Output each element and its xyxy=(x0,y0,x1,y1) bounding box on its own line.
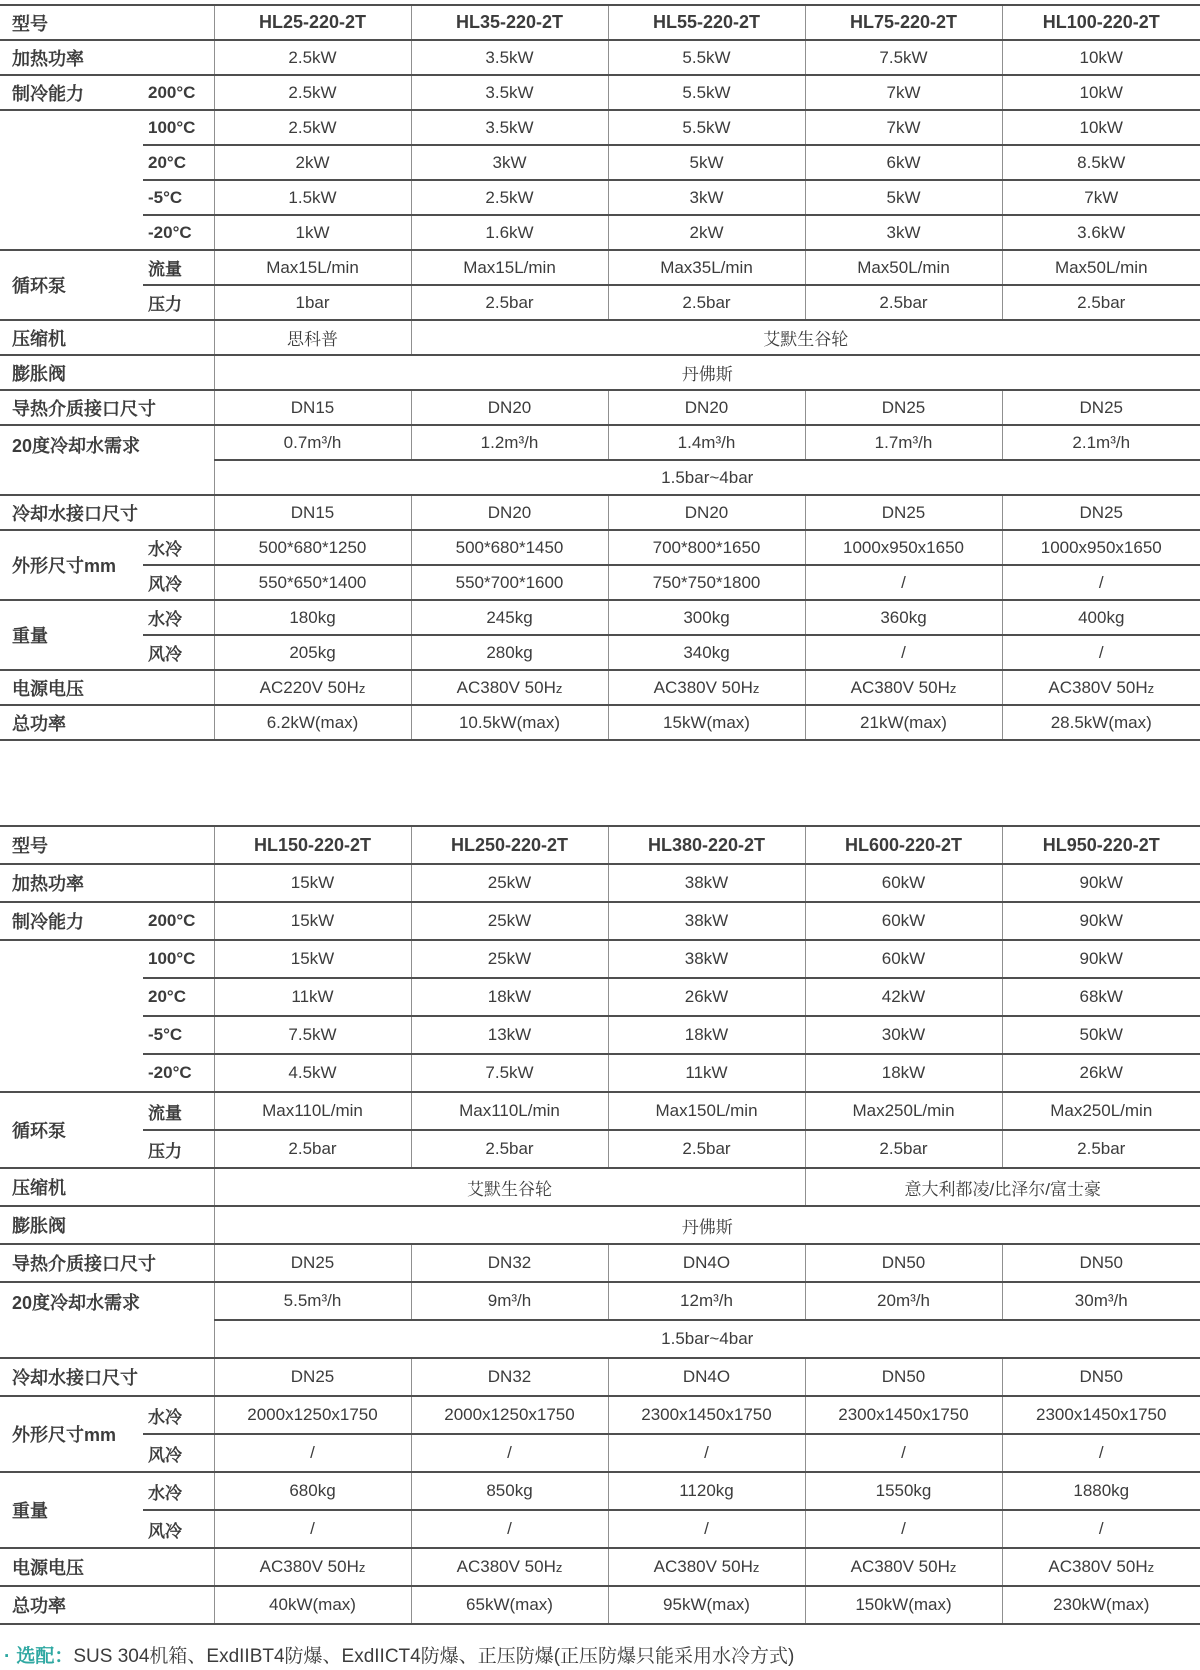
sub-label-temp-20c: 20°C xyxy=(143,145,214,180)
value-cell: / xyxy=(1002,1434,1200,1472)
value-cell: 5.5m³/h xyxy=(214,1282,411,1320)
value-cell: 2.5bar xyxy=(411,1130,608,1168)
sub-label-water-cooled: 水冷 xyxy=(143,1472,214,1510)
row-label-expansion-valve: 膨胀阀 xyxy=(0,355,214,390)
expansion-valve-brand-cell: 丹佛斯 xyxy=(214,355,1200,390)
value-cell: 38kW xyxy=(608,864,805,902)
value-cell: 3.5kW xyxy=(411,40,608,75)
value-cell: 1550kg xyxy=(805,1472,1002,1510)
row-label-compressor: 压缩机 xyxy=(0,320,214,355)
value-cell: 12m³/h xyxy=(608,1282,805,1320)
row-label-cooling-capacity: 制冷能力 xyxy=(0,902,143,940)
value-cell: 60kW xyxy=(805,902,1002,940)
value-cell: 245kg xyxy=(411,600,608,635)
compressor-brand-cell: 思科普 xyxy=(214,320,411,355)
value-cell: 10kW xyxy=(1002,110,1200,145)
model-header-cell: HL75-220-2T xyxy=(805,5,1002,40)
note-bullet: · xyxy=(4,1646,11,1667)
value-cell: 2kW xyxy=(214,145,411,180)
value-cell: DN25 xyxy=(805,390,1002,425)
value-cell: 26kW xyxy=(1002,1054,1200,1092)
model-header-cell: HL150-220-2T xyxy=(214,826,411,864)
value-cell: 1120kg xyxy=(608,1472,805,1510)
value-cell: 50kW xyxy=(1002,1016,1200,1054)
value-cell: 10.5kW(max) xyxy=(411,705,608,740)
value-cell: 1bar xyxy=(214,285,411,320)
value-cell: DN25 xyxy=(1002,495,1200,530)
value-cell: 1.7m³/h xyxy=(805,425,1002,460)
row-label-cooling-water-demand-20c: 20度冷却水需求 xyxy=(0,425,214,495)
value-cell: 850kg xyxy=(411,1472,608,1510)
row-label-thermal-medium-port-size: 导热介质接口尺寸 xyxy=(0,390,214,425)
sub-label-temp-100c: 100°C xyxy=(143,940,214,978)
value-cell: 18kW xyxy=(805,1054,1002,1092)
value-cell: 38kW xyxy=(608,902,805,940)
compressor-brand-cell: 艾默生谷轮 xyxy=(214,1168,805,1206)
row-label-weight: 重量 xyxy=(0,600,143,670)
row-label-total-power: 总功率 xyxy=(0,1586,214,1624)
value-cell: 2.5bar xyxy=(1002,285,1200,320)
row-label-power-supply: 电源电压 xyxy=(0,1548,214,1586)
value-cell: / xyxy=(805,635,1002,670)
value-cell: DN25 xyxy=(214,1358,411,1396)
sub-label-water-cooled: 水冷 xyxy=(143,530,214,565)
hz-small-z: z xyxy=(358,1560,366,1575)
value-cell: 60kW xyxy=(805,864,1002,902)
value-cell: 38kW xyxy=(608,940,805,978)
value-cell: 8.5kW xyxy=(1002,145,1200,180)
hz-small-z: z xyxy=(752,1560,760,1575)
value-cell: 750*750*1800 xyxy=(608,565,805,600)
sub-label-air-cooled: 风冷 xyxy=(143,635,214,670)
row-label-dimensions-mm: 外形尺寸mm xyxy=(0,530,143,600)
value-cell: 2.5bar xyxy=(805,1130,1002,1168)
spec-table-small-models xyxy=(0,4,1200,741)
value-cell: DN25 xyxy=(214,1244,411,1282)
row-label-total-power: 总功率 xyxy=(0,705,214,740)
value-cell: 230kW(max) xyxy=(1002,1586,1200,1624)
value-cell: 340kg xyxy=(608,635,805,670)
value-cell: 42kW xyxy=(805,978,1002,1016)
value-cell: 26kW xyxy=(608,978,805,1016)
value-cell: DN32 xyxy=(411,1244,608,1282)
value-cell: 3kW xyxy=(805,215,1002,250)
value-cell: 2.5bar xyxy=(411,285,608,320)
value-cell: 7kW xyxy=(805,110,1002,145)
value-cell: AC380V 50Hz xyxy=(1002,1548,1200,1586)
value-cell: DN15 xyxy=(214,495,411,530)
value-cell: 2kW xyxy=(608,215,805,250)
row-label-cooling-capacity: 制冷能力 xyxy=(0,75,143,110)
row-label-model: 型号 xyxy=(0,5,214,40)
sub-label-temp-minus5c: -5°C xyxy=(143,180,214,215)
note-label: 选配： xyxy=(16,1646,74,1667)
row-label-heating-power: 加热功率 xyxy=(0,864,214,902)
value-cell: 2.5bar xyxy=(608,1130,805,1168)
value-cell: 1kW xyxy=(214,215,411,250)
sub-label-pressure: 压力 xyxy=(143,1130,214,1168)
value-cell: 5.5kW xyxy=(608,75,805,110)
value-cell: 90kW xyxy=(1002,940,1200,978)
value-cell: 3.5kW xyxy=(411,110,608,145)
spec-table-large-models xyxy=(0,825,1200,1625)
value-cell: 1.6kW xyxy=(411,215,608,250)
value-cell: 90kW xyxy=(1002,902,1200,940)
value-cell: AC380V 50Hz xyxy=(1002,670,1200,705)
value-cell: 90kW xyxy=(1002,864,1200,902)
value-cell: 550*650*1400 xyxy=(214,565,411,600)
value-cell: 18kW xyxy=(608,1016,805,1054)
value-cell: AC380V 50Hz xyxy=(411,1548,608,1586)
expansion-valve-brand-cell: 丹佛斯 xyxy=(214,1206,1200,1244)
value-cell: Max50L/min xyxy=(1002,250,1200,285)
value-cell: AC380V 50Hz xyxy=(608,670,805,705)
value-cell: 2300x1450x1750 xyxy=(805,1396,1002,1434)
value-cell: 1.4m³/h xyxy=(608,425,805,460)
value-cell: / xyxy=(1002,1510,1200,1548)
value-cell: 150kW(max) xyxy=(805,1586,1002,1624)
model-header-cell: HL25-220-2T xyxy=(214,5,411,40)
value-cell: 15kW xyxy=(214,940,411,978)
compressor-brand-cell: 艾默生谷轮 xyxy=(411,320,1200,355)
value-cell: AC380V 50Hz xyxy=(805,1548,1002,1586)
value-cell: 15kW xyxy=(214,864,411,902)
value-cell: / xyxy=(411,1434,608,1472)
value-cell: Max50L/min xyxy=(805,250,1002,285)
value-cell: / xyxy=(1002,565,1200,600)
sub-label-temp-200c: 200°C xyxy=(143,75,214,110)
sub-label-air-cooled: 风冷 xyxy=(143,1434,214,1472)
sub-label-flow: 流量 xyxy=(143,250,214,285)
value-cell: 550*700*1600 xyxy=(411,565,608,600)
sub-label-water-cooled: 水冷 xyxy=(143,1396,214,1434)
model-header-cell: HL55-220-2T xyxy=(608,5,805,40)
value-cell: 1880kg xyxy=(1002,1472,1200,1510)
row-label-cooling-water-port-size: 冷却水接口尺寸 xyxy=(0,495,214,530)
value-cell: 1.5kW xyxy=(214,180,411,215)
row-label-dimensions-mm: 外形尺寸mm xyxy=(0,1396,143,1472)
sub-label-temp-100c: 100°C xyxy=(143,110,214,145)
value-cell: 95kW(max) xyxy=(608,1586,805,1624)
cooling-capacity-spacer xyxy=(0,940,143,1092)
value-cell: 3kW xyxy=(411,145,608,180)
hz-small-z: z xyxy=(555,680,563,696)
value-cell: DN25 xyxy=(1002,390,1200,425)
value-cell: 2.5kW xyxy=(214,75,411,110)
value-cell: Max250L/min xyxy=(805,1092,1002,1130)
value-cell: / xyxy=(1002,635,1200,670)
value-cell: Max35L/min xyxy=(608,250,805,285)
value-cell: 11kW xyxy=(214,978,411,1016)
value-cell: / xyxy=(805,565,1002,600)
value-cell: 2.5bar xyxy=(214,1130,411,1168)
value-cell: DN15 xyxy=(214,390,411,425)
value-cell: DN50 xyxy=(805,1244,1002,1282)
value-cell: Max150L/min xyxy=(608,1092,805,1130)
sub-label-temp-20c: 20°C xyxy=(143,978,214,1016)
value-cell: 1000x950x1650 xyxy=(805,530,1002,565)
value-cell: 60kW xyxy=(805,940,1002,978)
value-cell: 2000x1250x1750 xyxy=(214,1396,411,1434)
value-cell: 2.5kW xyxy=(214,110,411,145)
value-cell: 700*800*1650 xyxy=(608,530,805,565)
value-cell: 2.5kW xyxy=(214,40,411,75)
sub-label-air-cooled: 风冷 xyxy=(143,1510,214,1548)
value-cell: 40kW(max) xyxy=(214,1586,411,1624)
value-cell: / xyxy=(608,1510,805,1548)
value-cell: 9m³/h xyxy=(411,1282,608,1320)
value-cell: / xyxy=(411,1510,608,1548)
value-cell: DN20 xyxy=(411,390,608,425)
value-cell: / xyxy=(214,1510,411,1548)
row-label-circulation-pump: 循环泵 xyxy=(0,250,143,320)
value-cell: 2.5bar xyxy=(1002,1130,1200,1168)
value-cell: DN50 xyxy=(805,1358,1002,1396)
row-label-cooling-water-demand-20c: 20度冷却水需求 xyxy=(0,1282,214,1358)
value-cell: 2.1m³/h xyxy=(1002,425,1200,460)
value-cell: 2.5bar xyxy=(608,285,805,320)
value-cell: DN4O xyxy=(608,1358,805,1396)
value-cell: Max110L/min xyxy=(411,1092,608,1130)
value-cell: DN32 xyxy=(411,1358,608,1396)
value-cell: 7.5kW xyxy=(805,40,1002,75)
sub-label-air-cooled: 风冷 xyxy=(143,565,214,600)
sub-label-temp-minus20c: -20°C xyxy=(143,1054,214,1092)
value-cell: 500*680*1250 xyxy=(214,530,411,565)
hz-small-z: z xyxy=(555,1560,563,1575)
value-cell: AC220V 50Hz xyxy=(214,670,411,705)
value-cell: 3.6kW xyxy=(1002,215,1200,250)
value-cell: AC380V 50Hz xyxy=(411,670,608,705)
value-cell: 7.5kW xyxy=(411,1054,608,1092)
value-cell: Max250L/min xyxy=(1002,1092,1200,1130)
hz-small-z: z xyxy=(1147,680,1155,696)
value-cell: Max110L/min xyxy=(214,1092,411,1130)
value-cell: 6.2kW(max) xyxy=(214,705,411,740)
row-label-weight: 重量 xyxy=(0,1472,143,1548)
value-cell: 2300x1450x1750 xyxy=(1002,1396,1200,1434)
model-header-cell: HL35-220-2T xyxy=(411,5,608,40)
value-cell: 4.5kW xyxy=(214,1054,411,1092)
value-cell: 5.5kW xyxy=(608,110,805,145)
note-text: SUS 304机箱、ExdIIBT4防爆、ExdIICT4防爆、正压防爆(正压防爆只能采用水冷方式) xyxy=(73,1646,795,1667)
sub-label-water-cooled: 水冷 xyxy=(143,600,214,635)
value-cell: 10kW xyxy=(1002,40,1200,75)
value-cell: 30m³/h xyxy=(1002,1282,1200,1320)
value-cell: 2000x1250x1750 xyxy=(411,1396,608,1434)
value-cell: 68kW xyxy=(1002,978,1200,1016)
model-header-cell: HL250-220-2T xyxy=(411,826,608,864)
value-cell: DN20 xyxy=(411,495,608,530)
value-cell: 680kg xyxy=(214,1472,411,1510)
model-header-cell: HL100-220-2T xyxy=(1002,5,1200,40)
model-header-cell: HL600-220-2T xyxy=(805,826,1002,864)
water-pressure-range-cell: 1.5bar~4bar xyxy=(214,1320,1200,1358)
value-cell: 360kg xyxy=(805,600,1002,635)
value-cell: AC380V 50Hz xyxy=(214,1548,411,1586)
sub-label-temp-200c: 200°C xyxy=(143,902,214,940)
value-cell: 10kW xyxy=(1002,75,1200,110)
value-cell: / xyxy=(805,1434,1002,1472)
row-label-model: 型号 xyxy=(0,826,214,864)
value-cell: 21kW(max) xyxy=(805,705,1002,740)
compressor-brand-cell: 意大利都凌/比泽尔/富士豪 xyxy=(805,1168,1200,1206)
value-cell: / xyxy=(608,1434,805,1472)
row-label-heating-power: 加热功率 xyxy=(0,40,214,75)
sub-label-flow: 流量 xyxy=(143,1092,214,1130)
value-cell: 3kW xyxy=(608,180,805,215)
sub-label-temp-minus20c: -20°C xyxy=(143,215,214,250)
value-cell: 1.2m³/h xyxy=(411,425,608,460)
hz-small-z: z xyxy=(358,680,366,696)
value-cell: 65kW(max) xyxy=(411,1586,608,1624)
sub-label-pressure: 压力 xyxy=(143,285,214,320)
row-label-thermal-medium-port-size: 导热介质接口尺寸 xyxy=(0,1244,214,1282)
value-cell: 280kg xyxy=(411,635,608,670)
value-cell: 500*680*1450 xyxy=(411,530,608,565)
value-cell: 0.7m³/h xyxy=(214,425,411,460)
value-cell: 7kW xyxy=(805,75,1002,110)
hz-small-z: z xyxy=(949,1560,957,1575)
value-cell: Max15L/min xyxy=(214,250,411,285)
optional-config-note xyxy=(4,1641,1200,1668)
spec-table-large-models-body xyxy=(0,826,1200,1624)
water-pressure-range-cell: 1.5bar~4bar xyxy=(214,460,1200,495)
row-label-expansion-valve: 膨胀阀 xyxy=(0,1206,214,1244)
value-cell: 25kW xyxy=(411,902,608,940)
row-label-cooling-water-port-size: 冷却水接口尺寸 xyxy=(0,1358,214,1396)
cooling-capacity-spacer xyxy=(0,110,143,250)
model-header-cell: HL950-220-2T xyxy=(1002,826,1200,864)
value-cell: DN50 xyxy=(1002,1358,1200,1396)
value-cell: 7kW xyxy=(1002,180,1200,215)
value-cell: / xyxy=(214,1434,411,1472)
model-header-cell: HL380-220-2T xyxy=(608,826,805,864)
value-cell: DN20 xyxy=(608,390,805,425)
value-cell: AC380V 50Hz xyxy=(608,1548,805,1586)
value-cell: 300kg xyxy=(608,600,805,635)
value-cell: 1000x950x1650 xyxy=(1002,530,1200,565)
value-cell: DN25 xyxy=(805,495,1002,530)
row-label-compressor: 压缩机 xyxy=(0,1168,214,1206)
value-cell: 25kW xyxy=(411,940,608,978)
value-cell: 18kW xyxy=(411,978,608,1016)
value-cell: 5kW xyxy=(805,180,1002,215)
value-cell: 400kg xyxy=(1002,600,1200,635)
hz-small-z: z xyxy=(752,680,760,696)
sub-label-temp-minus5c: -5°C xyxy=(143,1016,214,1054)
value-cell: 6kW xyxy=(805,145,1002,180)
value-cell: 205kg xyxy=(214,635,411,670)
value-cell: 15kW xyxy=(214,902,411,940)
value-cell: 2.5bar xyxy=(805,285,1002,320)
value-cell: 180kg xyxy=(214,600,411,635)
hz-small-z: z xyxy=(949,680,957,696)
value-cell: AC380V 50Hz xyxy=(805,670,1002,705)
value-cell: DN50 xyxy=(1002,1244,1200,1282)
value-cell: / xyxy=(805,1510,1002,1548)
value-cell: 3.5kW xyxy=(411,75,608,110)
value-cell: DN4O xyxy=(608,1244,805,1282)
value-cell: 15kW(max) xyxy=(608,705,805,740)
value-cell: 11kW xyxy=(608,1054,805,1092)
value-cell: DN20 xyxy=(608,495,805,530)
value-cell: 5kW xyxy=(608,145,805,180)
value-cell: 7.5kW xyxy=(214,1016,411,1054)
value-cell: 30kW xyxy=(805,1016,1002,1054)
value-cell: 2300x1450x1750 xyxy=(608,1396,805,1434)
row-label-circulation-pump: 循环泵 xyxy=(0,1092,143,1168)
row-label-power-supply: 电源电压 xyxy=(0,670,214,705)
value-cell: 2.5kW xyxy=(411,180,608,215)
value-cell: 20m³/h xyxy=(805,1282,1002,1320)
value-cell: Max15L/min xyxy=(411,250,608,285)
spec-table-small-models-body xyxy=(0,5,1200,740)
value-cell: 25kW xyxy=(411,864,608,902)
value-cell: 5.5kW xyxy=(608,40,805,75)
value-cell: 28.5kW(max) xyxy=(1002,705,1200,740)
hz-small-z: z xyxy=(1147,1560,1155,1575)
value-cell: 13kW xyxy=(411,1016,608,1054)
